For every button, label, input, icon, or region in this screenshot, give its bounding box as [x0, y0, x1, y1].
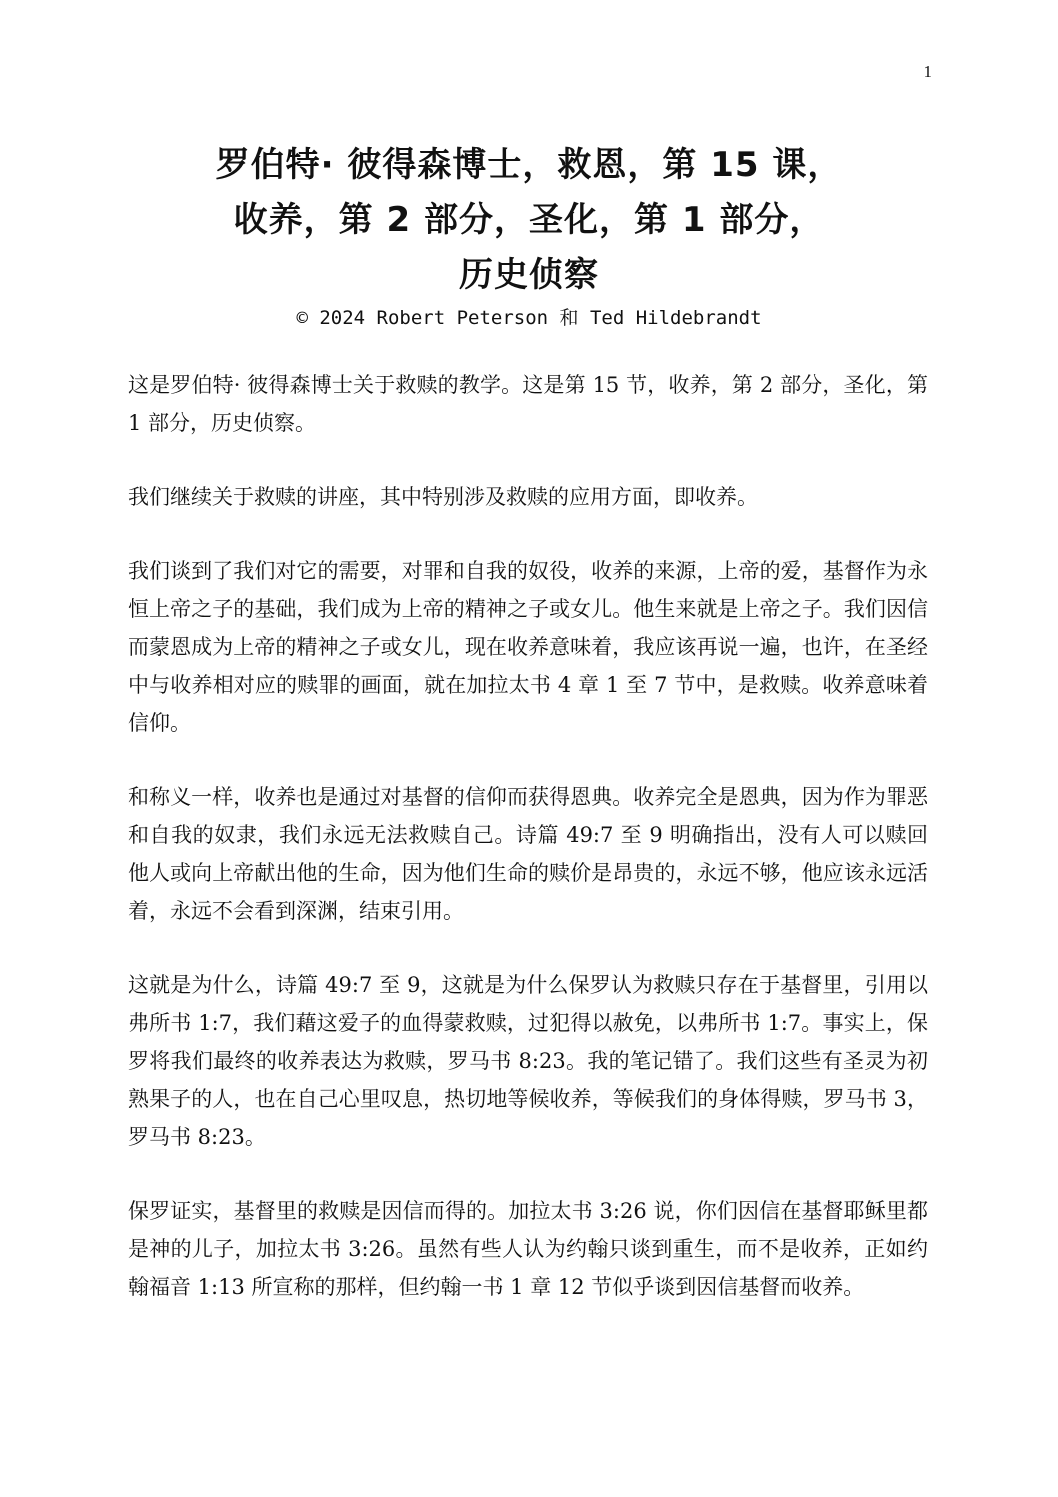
- page-number: 1: [923, 62, 932, 81]
- paragraph-3: 我们谈到了我们对它的需要，对罪和自我的奴役，收养的来源，上帝的爱，基督作为永恒上帝之子的基础，我们成为上帝的精神之子或女儿。他生来就是上帝之子。我们因信而蒙恩成为上帝的精神之子或女儿，现在收养意味着，我应该再说一遍，也许，在圣经中与收养相对应的赎罪的画面，就在加拉太书 4 章 1 至 7 节中，是救赎。收养意味着信仰。: [128, 559, 928, 735]
- document-title-line-1: 罗伯特· 彼得森博士，救恩，第 15 课，: [215, 145, 843, 185]
- title-block: [0, 138, 1058, 331]
- copyright-notice: © 2024 Robert Peterson 和 Ted Hildebrandt: [296, 307, 762, 329]
- document-title-line-2: 收养，第 2 部分，圣化，第 1 部分，: [233, 200, 825, 240]
- paragraph-1: 这是罗伯特· 彼得森博士关于救赎的教学。这是第 15 节，收养，第 2 部分，圣化，第 1 部分，历史侦察。: [128, 373, 928, 435]
- document-title-line-3: 历史侦察: [459, 255, 599, 295]
- paragraph-2: 我们继续关于救赎的讲座，其中特别涉及救赎的应用方面，即收养。: [128, 485, 758, 509]
- paragraph-6: 保罗证实，基督里的救赎是因信而得的。加拉太书 3:26 说，你们因信在基督耶稣里都是神的儿子，加拉太书 3:26。虽然有些人认为约翰只谈到重生，而不是收养，正如约翰福音 1:13 所宣称的那样，但约翰一书 1 章 12 节似乎谈到因信基督而收养。: [128, 1199, 928, 1299]
- body-text: [128, 366, 928, 1342]
- paragraph-5: 这就是为什么，诗篇 49:7 至 9，这就是为什么保罗认为救赎只存在于基督里，引用以弗所书 1:7，我们藉这爱子的血得蒙救赎，过犯得以赦免，以弗所书 1:7。事实上，保罗将我们最终的收养表达为救赎，罗马书 8:23。我的笔记错了。我们这些有圣灵为初熟果子的人，也在自己心里叹息，热切地等候收养，等候我们的身体得赎，罗马书 3，罗马书 8:23。: [128, 973, 928, 1149]
- paragraph-4: 和称义一样，收养也是通过对基督的信仰而获得恩典。收养完全是恩典，因为作为罪恶和自我的奴隶，我们永远无法救赎自己。诗篇 49:7 至 9 明确指出，没有人可以赎回他人或向上帝献出他的生命，因为他们生命的赎价是昂贵的，永远不够，他应该永远活着，永远不会看到深渊，结束引用。: [128, 785, 928, 923]
